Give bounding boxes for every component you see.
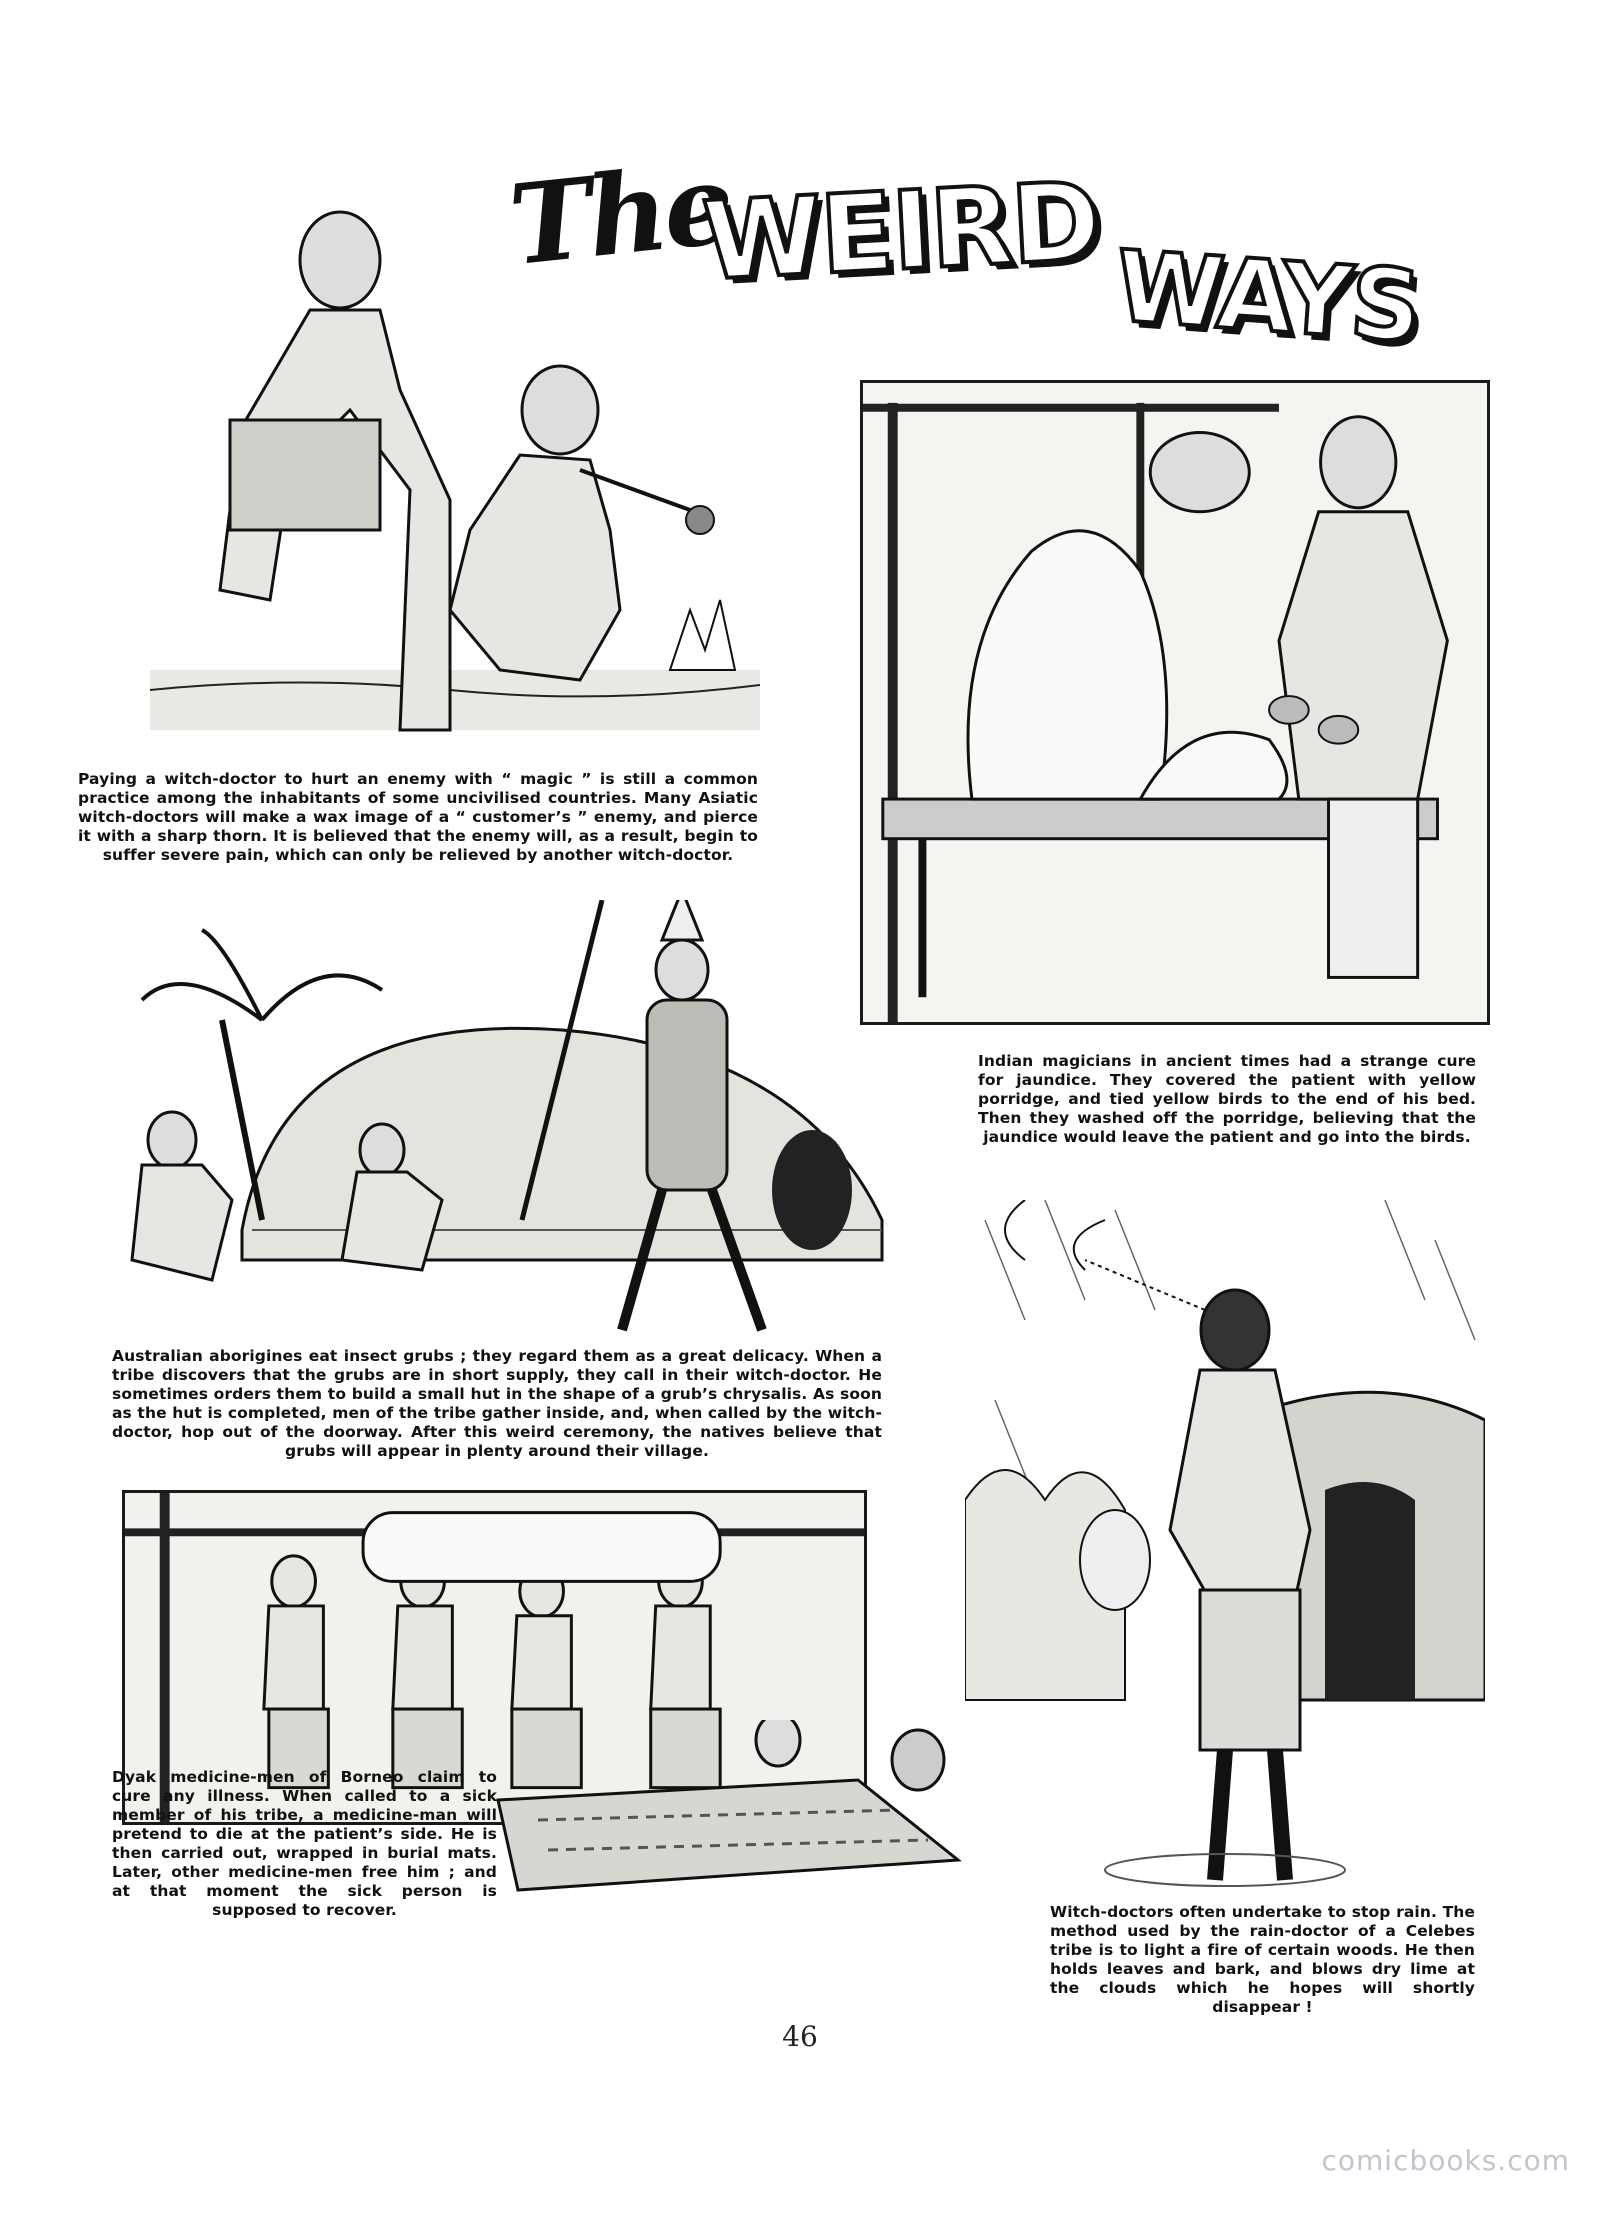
- title-ways: WAYS: [1112, 230, 1423, 365]
- caption-indian-jaundice: Indian magicians in ancient times had a strange cure for jaundice. They covered the patient with yellow porridge, and tied yellow birds to the end of his bed. Then they washed off the porridge, believing that the jaundice would leave the patient and go into the birds.: [978, 1052, 1476, 1146]
- title-weird: WEIRD: [700, 159, 1102, 305]
- illustration-sick-patient-mat: [478, 1720, 978, 1895]
- caption-witch-doctor-magic: Paying a witch-doctor to hurt an enemy with “ magic ” is still a common practice among the inhabitants of some uncivilised countries. Many Asiatic witch-doctors will make a wax image of a “ customer’s ” enemy, and pierce it with a sharp thorn. It is believed that the enemy will, as a result, begin to suffer severe pain, which can only be relieved by another witch-doctor.: [78, 770, 758, 864]
- page-number: 46: [782, 2020, 818, 2053]
- caption-australian-grubs: Australian aborigines eat insect grubs ; they regard them as a great delicacy. When a tribe discovers that the grubs are in short supply, they call in their witch-doctor. He sometimes orders them to build a small hut in the shape of a grub’s chrysalis. As soon as the hut is completed, men of the tribe gather inside, and, when called by the witch-doctor, hop out of the doorway. After this weird ceremony, the natives believe that grubs will appear in plenty around their village.: [112, 1347, 882, 1460]
- illustration-rain-doctor: [965, 1200, 1485, 1895]
- illustration-witch-doctor-wax-image: [150, 170, 760, 750]
- caption-dyak-medicine: Dyak medicine-men of Borneo claim to cure any illness. When called to a sick member of his tribe, a medicine-man will pretend to die at the patient’s side. He is then carried out, wrapped in burial mats. Later, other medicine-men free him ; and at that moment the sick person is supposed to recover.: [112, 1768, 497, 1919]
- title-the: The: [503, 138, 736, 291]
- illustration-grub-ceremony: [122, 900, 892, 1340]
- illustration-jaundice-cure: [860, 380, 1490, 1025]
- caption-rain-doctor: Witch-doctors often undertake to stop rain. The method used by the rain-doctor of a Celebes tribe is to light a fire of certain woods. He then holds leaves and bark, and blows dry lime at the clouds which he hopes will shortly disappear !: [1050, 1903, 1475, 2016]
- watermark: comicbooks.com: [1321, 2144, 1570, 2177]
